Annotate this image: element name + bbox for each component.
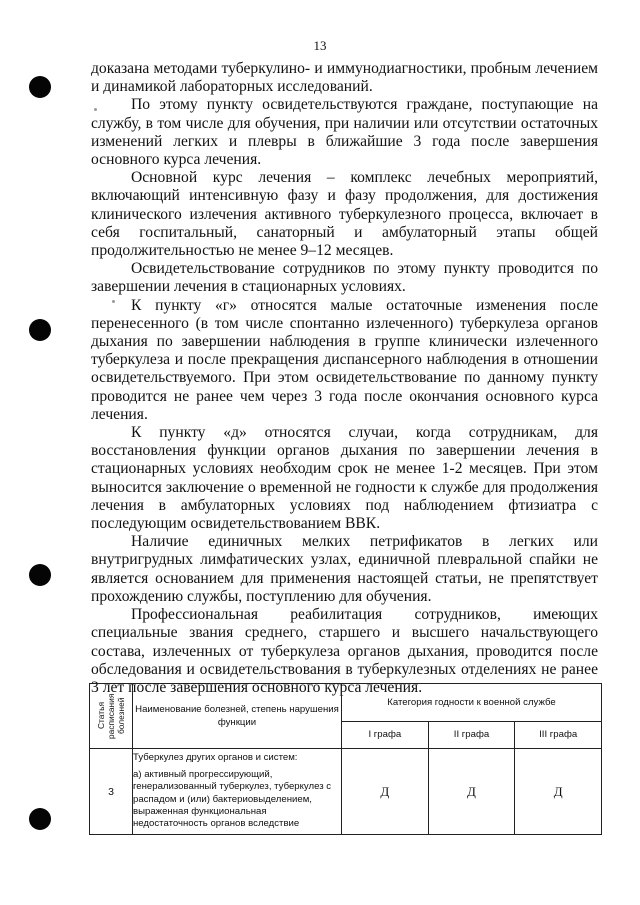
paragraph: К пункту «д» относятся случаи, когда сотрудникам, для восстановления функции органов дыхания по завершении лечения в стационарных условиях необходим срок не менее 1-2 месяцев. При этом выносится заключение о временной не годности к службе для продолжения лечения в амбулаторных условиях под наблюдением фтизиатра с последующим освидетельствованием ВВК. xyxy=(91,424,598,533)
paragraph: Наличие единичных мелких петрификатов в легких или внутригрудных лимфатических узлах, единичной плевральной спайки не является основанием для применения настоящей статьи, не препятствует прохождению службы, поступлению для обучения. xyxy=(91,533,598,605)
paragraph: доказана методами туберкулино- и иммунодиагностики, пробным лечением и динамикой лабораторных исследований. xyxy=(91,60,598,96)
paragraph: По этому пункту освидетельствуются граждане, поступающие на службу, в том числе для обучения, при наличии или отсутствии остаточных изменений легких и плевры в ближайшие 3 года после завершения основного курса лечения. xyxy=(91,96,598,169)
binder-hole-4 xyxy=(29,808,51,830)
header-graph-1: I графа xyxy=(342,721,429,748)
paragraph: Освидетельствование сотрудников по этому пункту проводится по завершении лечения в стационарных условиях. xyxy=(91,260,598,296)
header-graph-3: III графа xyxy=(515,721,602,748)
table-row xyxy=(90,749,602,835)
document-body xyxy=(91,60,598,697)
binder-hole-3 xyxy=(29,564,51,586)
row-disease-description xyxy=(133,749,342,835)
header-fitness-category: Категория годности к военной службе xyxy=(342,684,602,722)
table-header-row xyxy=(90,684,602,722)
header-article-label: Статья расписания болезней xyxy=(96,693,126,739)
row-graph-3-value: Д xyxy=(515,749,602,835)
row-disease-title: Туберкулез других органов и систем: xyxy=(133,752,298,764)
paragraph: Профессиональная реабилитация сотрудников, имеющих специальные звания среднего, старшего и высшего начальствующего состава, излеченных от туберкулеза органов дыхания, проводится после обследования и освидетельствования в туберкулезных отделениях не ранее 3 лет после завершения основного курса лечения. xyxy=(91,606,598,696)
binder-hole-1 xyxy=(29,76,51,98)
page-number: 13 xyxy=(313,38,327,53)
fitness-category-table xyxy=(89,683,602,835)
row-graph-2-value: Д xyxy=(428,749,515,835)
paragraph: Основной курс лечения – комплекс лечебных мероприятий, включающий интенсивную фазу и фазу продолжения, для достижения клинического излечения активного туберкулезного процесса, включает в себя госпитальный, санаторный и амбулаторный этапы общей продолжительностью не менее 9–12 месяцев. xyxy=(91,169,598,260)
header-disease-name: Наименование болезней, степень нарушения функции xyxy=(133,684,342,749)
header-article xyxy=(90,684,133,749)
row-graph-1-value: Д xyxy=(342,749,429,835)
paragraph: К пункту «г» относятся малые остаточные изменения после перенесенного (в том числе спонтанно излеченного) туберкулеза органов дыхания по завершении наблюдения в группе клинически излеченного туберкулеза и после прекращения диспансерного наблюдения в отношении освидетельствуемого. При этом освидетельствование по данному пункту проводится не ранее чем через 3 года после окончания основного курса лечения. xyxy=(91,296,598,423)
row-disease-item: а) активный прогрессирующий, генерализованный туберкулез, туберкулез с распадом и (или) бактериовыделением, выраженная функциональная недостаточность органов вследствие xyxy=(133,768,332,830)
binder-hole-2 xyxy=(29,319,51,341)
row-article-number: 3 xyxy=(90,749,133,835)
header-graph-2: II графа xyxy=(428,721,515,748)
